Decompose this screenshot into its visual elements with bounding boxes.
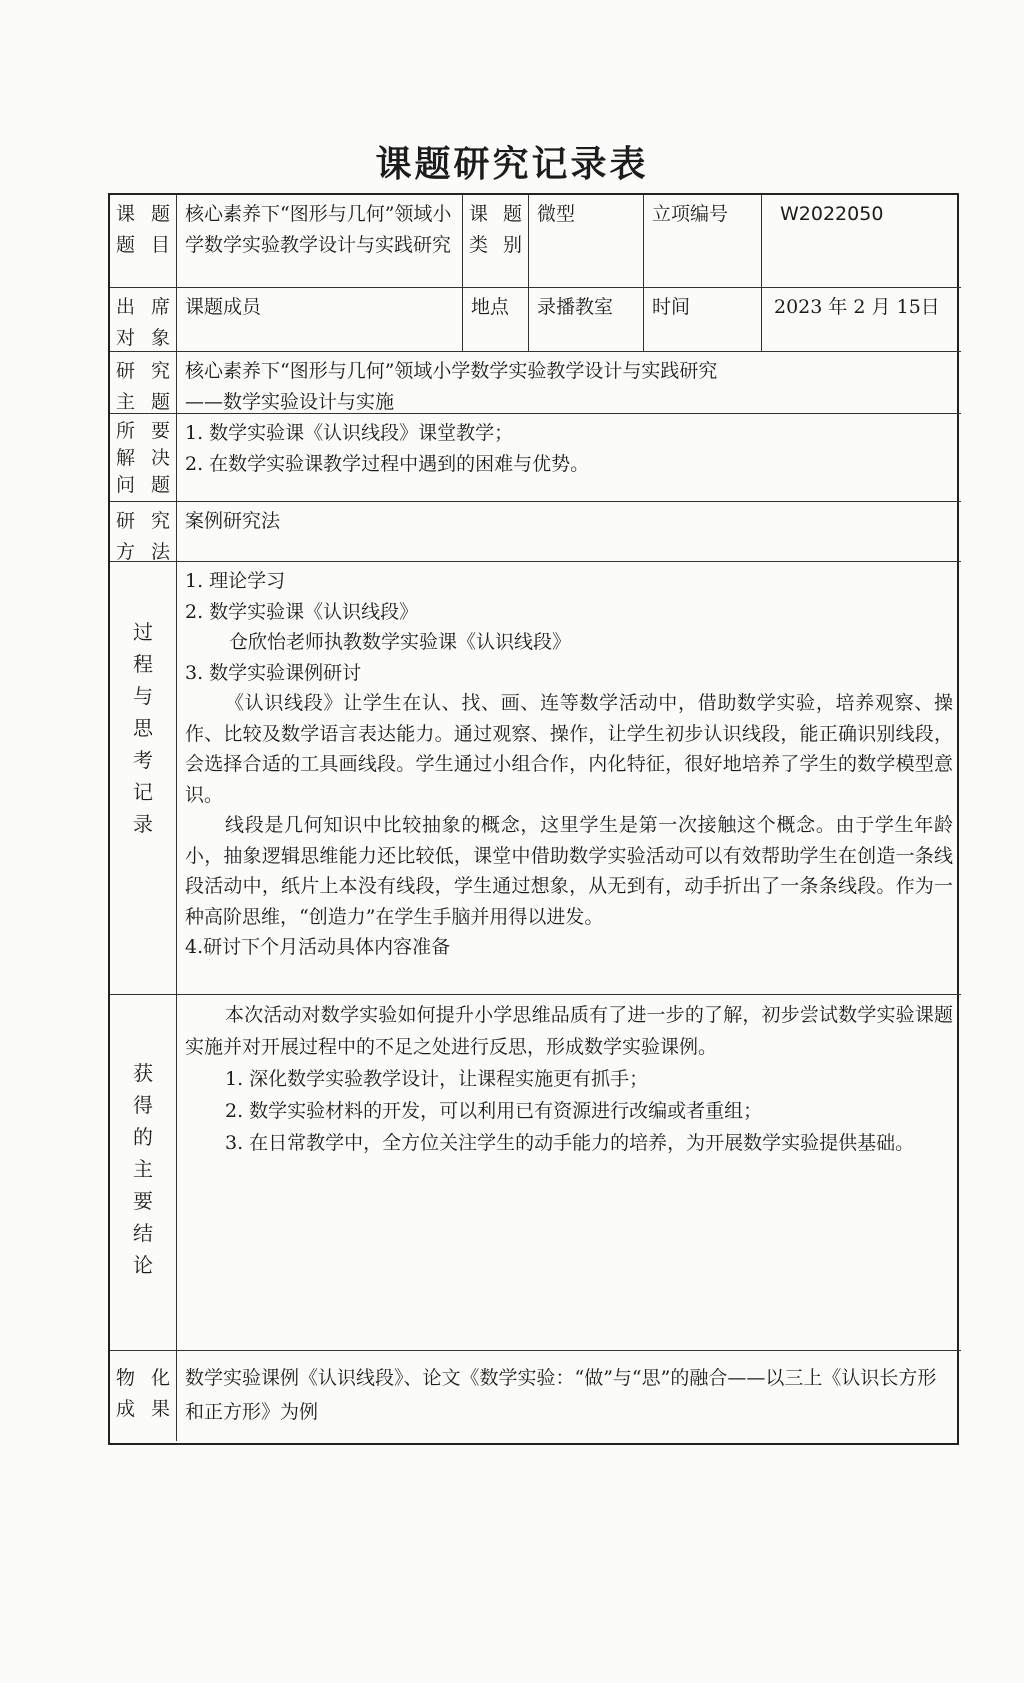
process-label-char: 过 (133, 620, 153, 644)
problems-label: 所要解决问题 (110, 414, 177, 502)
code-label: 立项编号 (644, 195, 762, 288)
process-label-char: 程 (133, 652, 153, 676)
topic-label: 课题题目 (110, 195, 177, 288)
method-label: 研究方法 (110, 502, 177, 562)
conclusion-label-char: 得 (133, 1093, 153, 1117)
process-item-1: 1. 理论学习 (185, 570, 286, 592)
process-content (177, 562, 961, 995)
process-label-char: 考 (133, 748, 153, 772)
process-label-char: 与 (133, 684, 153, 708)
topic-value: 核心素养下“图形与几何”领域小学数学实验教学设计与实践研究 (177, 195, 463, 288)
conclusion-label-char: 结 (133, 1221, 153, 1245)
conclusion-content (177, 995, 961, 1351)
conclusion-label (110, 995, 177, 1351)
conclusion-label-char: 要 (133, 1189, 153, 1213)
process-item-4: 4.研讨下个月活动具体内容准备 (185, 936, 451, 958)
process-paragraph-2: 线段是几何知识中比较抽象的概念，这里学生是第一次接触这个概念。由于学生年龄小，抽象逻辑思维能力还比较低，课堂中借助数学实验活动可以有效帮助学生在创造一条线段活动中，纸片上本没有线段，学生通过想象，从无到有，动手折出了一条条线段。作为一种高阶思维，“创造力”在学生手脑并用得以进发。 (185, 814, 953, 928)
category-value: 微型 (529, 195, 644, 288)
problem-item-1: 1. 数学实验课《认识线段》课堂教学； (185, 422, 514, 444)
conclusion-item-3: 3. 在日常教学中，全方位关注学生的动手能力的培养，为开展数学实验提供基础。 (225, 1132, 915, 1154)
process-label-char: 录 (133, 812, 153, 836)
conclusion-label-char: 获 (133, 1061, 153, 1085)
attendee-value: 课题成员 (177, 288, 463, 352)
problem-item-2: 2. 在数学实验课教学过程中遇到的困难与优势。 (185, 453, 590, 475)
conclusion-label-char: 主 (133, 1157, 153, 1181)
conclusion-item-2: 2. 数学实验材料的开发，可以利用已有资源进行改编或者重组； (225, 1100, 763, 1122)
process-paragraph-1: 《认识线段》让学生在认、找、画、连等数学活动中，借助数学实验，培养观察、操作、比较及数学语言表达能力。通过观察、操作，让学生初步认识线段，能正确识别线段，会选择合适的工具画线段。学生通过小组合作，内化特征，很好地培养了学生的数学模型意识。 (185, 692, 953, 806)
attendee-label: 出席对象 (110, 288, 177, 352)
theme-label: 研究主题 (110, 352, 177, 414)
outcome-value: 数学实验课例《认识线段》、论文《数学实验：“做”与“思”的融合——以三上《认识长方形和正方形》为例 (185, 1367, 937, 1423)
time-label: 时间 (644, 288, 762, 352)
process-label-char: 思 (133, 716, 153, 740)
place-label: 地点 (463, 288, 529, 352)
page-title: 课题研究记录表 (375, 144, 649, 185)
record-table (108, 193, 959, 1445)
place-value: 录播教室 (529, 288, 644, 352)
process-label-char: 记 (133, 780, 153, 804)
theme-line-2: ——数学实验设计与实施 (185, 391, 395, 413)
problems-content (177, 414, 961, 502)
process-label (110, 562, 177, 995)
code-value: W2022050 (762, 195, 961, 288)
process-item-2: 2. 数学实验课《认识线段》 (185, 600, 419, 623)
outcome-label: 物化成果 (110, 1351, 177, 1441)
theme-content (177, 352, 961, 414)
conclusion-label-char: 的 (133, 1125, 153, 1149)
category-label: 课题类别 (463, 195, 529, 288)
method-value: 案例研究法 (177, 502, 961, 562)
process-item-3: 3. 数学实验课例研讨 (185, 661, 362, 684)
conclusion-item-1: 1. 深化数学实验教学设计，让课程实施更有抓手； (225, 1068, 649, 1090)
process-item-2-sub: 仓欣怡老师执教数学实验课《认识线段》 (229, 631, 572, 653)
time-value: 2023 年 2 月 15日 (762, 288, 961, 352)
conclusion-intro: 本次活动对数学实验如何提升小学思维品质有了进一步的了解，初步尝试数学实验课题实施并对开展过程中的不足之处进行反思，形成数学实验课例。 (185, 1004, 953, 1058)
theme-line-1: 核心素养下“图形与几何”领域小学数学实验教学设计与实践研究 (185, 360, 718, 382)
conclusion-label-char: 论 (133, 1253, 153, 1277)
